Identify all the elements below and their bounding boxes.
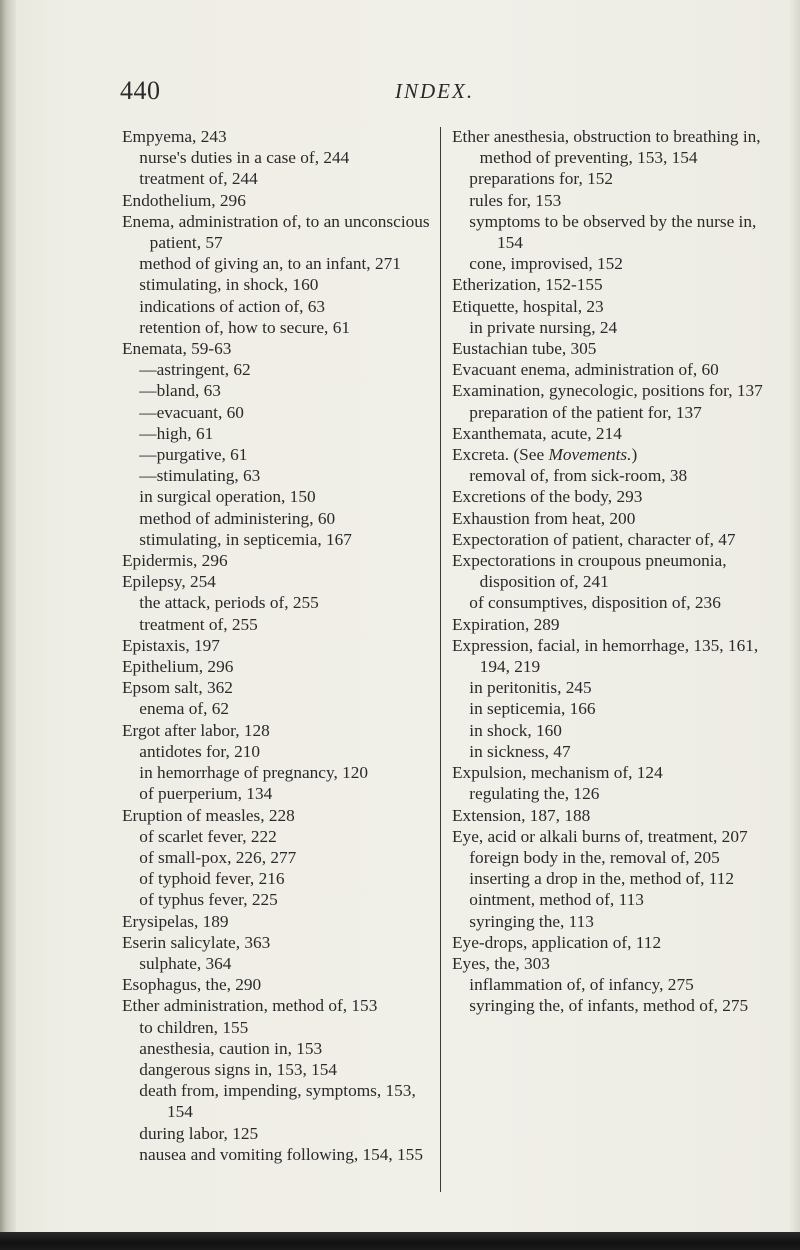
entry-text: preparations for, 152 xyxy=(469,169,614,189)
running-title: INDEX. xyxy=(395,79,475,103)
entry-text-after: ) xyxy=(631,445,638,465)
entry-text: death from, impending, symptoms, 153, 154 xyxy=(139,1081,416,1122)
index-entry xyxy=(122,211,437,253)
entry-text: stimulating, in septicemia, 167 xyxy=(139,529,352,549)
entry-text: Excreta. (See xyxy=(452,445,549,465)
index-subentry xyxy=(452,168,772,189)
entry-text: in hemorrhage of pregnancy, 120 xyxy=(139,763,369,783)
entry-text: inserting a drop in the, method of, 112 xyxy=(469,869,735,889)
entry-text: in shock, 160 xyxy=(469,720,562,740)
entry-text: Empyema, 243 xyxy=(122,127,227,146)
entry-text: Excretions of the body, 293 xyxy=(452,487,643,507)
entry-text: Epilepsy, 254 xyxy=(122,572,216,592)
index-subentry xyxy=(452,741,772,762)
entry-text: in sickness, 47 xyxy=(469,741,571,761)
index-subentry xyxy=(452,211,772,253)
index-subentry xyxy=(122,1123,437,1144)
index-entry xyxy=(452,614,772,635)
index-entry xyxy=(122,338,437,359)
entry-text: of small-pox, 226, 277 xyxy=(139,847,297,867)
page-edge xyxy=(790,0,800,1250)
entry-text: Evacuant enema, administration of, 60 xyxy=(452,360,719,380)
entry-text: cone, improvised, 152 xyxy=(469,254,623,274)
index-subentry xyxy=(122,868,437,889)
entry-text: nausea and vomiting following, 154, 155 xyxy=(139,1144,423,1164)
index-subentry xyxy=(122,847,437,868)
entry-text: treatment of, 255 xyxy=(139,614,258,634)
index-entry xyxy=(452,826,772,847)
index-entry xyxy=(452,932,772,953)
index-subentry xyxy=(452,995,772,1016)
index-subentry xyxy=(122,1144,437,1165)
page-gutter-shadow xyxy=(0,0,16,1250)
index-subentry xyxy=(122,465,437,486)
index-subentry xyxy=(122,1080,437,1122)
page-number: 440 xyxy=(120,76,161,105)
entry-text: enema of, 62 xyxy=(139,699,230,719)
index-subentry xyxy=(122,889,437,910)
index-entry xyxy=(452,380,772,401)
index-subentry xyxy=(452,465,772,486)
entry-text: dangerous signs in, 153, 154 xyxy=(139,1059,338,1079)
entry-text: of scarlet fever, 222 xyxy=(139,826,277,846)
entry-text: Eyes, the, 303 xyxy=(452,953,550,973)
entry-text: —bland, 63 xyxy=(139,381,221,401)
entry-text: method of giving an, to an infant, 271 xyxy=(139,254,401,274)
index-subentry xyxy=(122,402,437,423)
entry-text: indications of action of, 63 xyxy=(139,296,326,316)
index-entry xyxy=(122,190,437,211)
entry-text: syringing the, of infants, method of, 275 xyxy=(469,996,749,1016)
index-entry xyxy=(122,677,437,698)
entry-text: Exhaustion from heat, 200 xyxy=(452,508,636,528)
index-entry xyxy=(452,550,772,592)
entry-text: Epsom salt, 362 xyxy=(122,678,233,698)
entry-text: of puerperium, 134 xyxy=(139,784,273,804)
index-subentry xyxy=(452,911,772,932)
index-subentry xyxy=(122,1038,437,1059)
entry-text: regulating the, 126 xyxy=(469,784,600,804)
entry-text: Expulsion, mechanism of, 124 xyxy=(452,763,663,783)
entry-text: method of administering, 60 xyxy=(139,508,336,528)
index-subentry xyxy=(122,508,437,529)
entry-text: Expectoration of patient, character of, 47 xyxy=(452,529,736,549)
index-subentry xyxy=(452,253,772,274)
index-subentry xyxy=(122,168,437,189)
index-subentry xyxy=(452,720,772,741)
entry-text: Ether administration, method of, 153 xyxy=(122,996,378,1016)
entry-text: Etiquette, hospital, 23 xyxy=(452,296,604,316)
index-subentry xyxy=(452,783,772,804)
page-header xyxy=(0,76,800,106)
index-subentry xyxy=(452,677,772,698)
index-subentry xyxy=(452,402,772,423)
entry-text: preparation of the patient for, 137 xyxy=(469,402,702,422)
entry-text: rules for, 153 xyxy=(469,190,562,210)
index-subentry xyxy=(122,826,437,847)
entry-text: Eye-drops, application of, 112 xyxy=(452,932,662,952)
index-subentry xyxy=(452,974,772,995)
index-subentry xyxy=(452,847,772,868)
index-entry xyxy=(122,911,437,932)
index-subentry xyxy=(122,529,437,550)
entry-text: foreign body in the, removal of, 205 xyxy=(469,847,720,867)
index-entry xyxy=(452,444,772,465)
entry-text: Expression, facial, in hemorrhage, 135, 161, 194, 219 xyxy=(452,635,759,677)
entry-text: treatment of, 244 xyxy=(139,169,258,189)
entry-text: syringing the, 113 xyxy=(469,911,594,931)
entry-text: sulphate, 364 xyxy=(139,953,232,973)
entry-text: in septicemia, 166 xyxy=(469,699,596,719)
index-subentry xyxy=(122,762,437,783)
index-subentry xyxy=(122,274,437,295)
index-entry xyxy=(452,423,772,444)
entry-text: stimulating, in shock, 160 xyxy=(139,275,319,295)
entry-text: Eustachian tube, 305 xyxy=(452,339,597,359)
index-subentry xyxy=(452,868,772,889)
index-subentry xyxy=(122,1017,437,1038)
entry-text: Examination, gynecologic, positions for, 137 xyxy=(452,381,763,401)
index-entry xyxy=(452,359,772,380)
index-entry xyxy=(122,720,437,741)
entry-text: —astringent, 62 xyxy=(139,360,251,380)
entry-text: the attack, periods of, 255 xyxy=(139,593,319,613)
entry-text: Enemata, 59-63 xyxy=(122,339,232,359)
index-entry xyxy=(452,805,772,826)
index-subentry xyxy=(122,296,437,317)
entry-text: antidotes for, 210 xyxy=(139,741,261,761)
entry-text: —purgative, 61 xyxy=(139,445,248,465)
index-subentry xyxy=(122,1059,437,1080)
index-subentry xyxy=(122,423,437,444)
index-subentry xyxy=(122,253,437,274)
entry-text: Eruption of measles, 228 xyxy=(122,805,295,825)
index-entry xyxy=(122,126,437,147)
entry-text: Exanthemata, acute, 214 xyxy=(452,423,622,443)
index-subentry xyxy=(452,889,772,910)
index-entry xyxy=(122,571,437,592)
index-subentry xyxy=(452,698,772,719)
index-subentry xyxy=(122,741,437,762)
entry-text: —stimulating, 63 xyxy=(139,466,261,486)
entry-text: Erysipelas, 189 xyxy=(122,911,229,931)
index-entry xyxy=(122,995,437,1016)
entry-text: Epidermis, 296 xyxy=(122,551,228,571)
index-entry xyxy=(122,656,437,677)
index-entry xyxy=(122,805,437,826)
entry-text: to children, 155 xyxy=(139,1017,249,1037)
index-entry xyxy=(452,274,772,295)
entry-text: Enema, administration of, to an unconscious patient, 57 xyxy=(122,211,430,253)
entry-text: Esophagus, the, 290 xyxy=(122,975,262,995)
index-entry xyxy=(452,762,772,783)
entry-text: during labor, 125 xyxy=(139,1123,259,1143)
entry-text: —evacuant, 60 xyxy=(139,402,244,422)
entry-text: removal of, from sick-room, 38 xyxy=(469,466,688,486)
entry-text: symptoms to be observed by the nurse in, 154 xyxy=(469,211,757,253)
index-entry xyxy=(122,635,437,656)
index-subentry xyxy=(452,317,772,338)
index-subentry xyxy=(122,783,437,804)
index-entry xyxy=(452,296,772,317)
entry-text: Epithelium, 296 xyxy=(122,657,234,677)
entry-text: anesthesia, caution in, 153 xyxy=(139,1038,323,1058)
index-subentry xyxy=(122,317,437,338)
index-entry xyxy=(452,126,772,168)
entry-text: inflammation of, of infancy, 275 xyxy=(469,975,694,995)
entry-text: Epistaxis, 197 xyxy=(122,635,220,655)
index-subentry xyxy=(452,592,772,613)
entry-text: Extension, 187, 188 xyxy=(452,805,591,825)
entry-text: in surgical operation, 150 xyxy=(139,487,316,507)
index-subentry xyxy=(452,190,772,211)
index-column-left xyxy=(122,126,437,1165)
entry-text: Ether anesthesia, obstruction to breathing in, method of preventing, 153, 154 xyxy=(452,127,761,168)
entry-cross-reference: Movements. xyxy=(548,445,632,465)
entry-text: of typhus fever, 225 xyxy=(139,890,278,910)
entry-text: of consumptives, disposition of, 236 xyxy=(469,593,721,613)
column-divider xyxy=(440,127,441,1192)
index-subentry xyxy=(122,592,437,613)
index-entry xyxy=(452,635,772,677)
index-entry xyxy=(452,338,772,359)
entry-text: Ergot after labor, 128 xyxy=(122,720,270,740)
entry-text: in private nursing, 24 xyxy=(469,317,618,337)
index-entry xyxy=(122,974,437,995)
entry-text: Expectorations in croupous pneumonia, disposition of, 241 xyxy=(452,551,727,592)
entry-text: ointment, method of, 113 xyxy=(469,890,644,910)
entry-text: Etherization, 152-155 xyxy=(452,275,603,295)
entry-text: Eye, acid or alkali burns of, treatment, 207 xyxy=(452,826,748,846)
entry-text: in peritonitis, 245 xyxy=(469,678,592,698)
entry-text: —high, 61 xyxy=(139,423,214,443)
index-subentry xyxy=(122,486,437,507)
index-subentry xyxy=(122,698,437,719)
index-entry xyxy=(122,932,437,953)
scan-bottom-edge xyxy=(0,1232,800,1250)
entry-text: retention of, how to secure, 61 xyxy=(139,317,350,337)
entry-text: nurse's duties in a case of, 244 xyxy=(139,148,350,168)
index-subentry xyxy=(122,444,437,465)
index-subentry xyxy=(122,380,437,401)
entry-text: Eserin salicylate, 363 xyxy=(122,932,271,952)
index-entry xyxy=(452,486,772,507)
index-column-right xyxy=(452,126,772,1017)
index-subentry xyxy=(122,953,437,974)
entry-text: of typhoid fever, 216 xyxy=(139,869,285,889)
entry-text: Expiration, 289 xyxy=(452,614,560,634)
index-subentry xyxy=(122,147,437,168)
index-entry xyxy=(122,550,437,571)
index-subentry xyxy=(122,614,437,635)
index-subentry xyxy=(122,359,437,380)
index-entry xyxy=(452,508,772,529)
entry-text: Endothelium, 296 xyxy=(122,190,246,210)
index-entry xyxy=(452,953,772,974)
index-entry xyxy=(452,529,772,550)
